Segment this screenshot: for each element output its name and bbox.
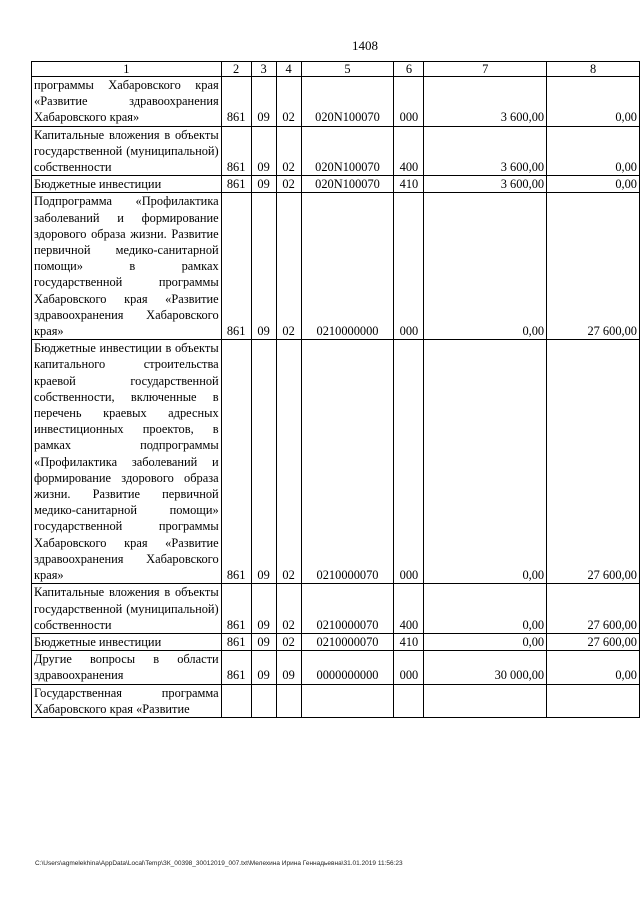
- cell-subsection: 02: [276, 340, 301, 584]
- cell-amount-7: 0,00: [424, 193, 547, 340]
- cell-subsection: 02: [276, 193, 301, 340]
- cell-ministry-code: 861: [221, 633, 251, 650]
- table-row: [32, 340, 640, 584]
- column-header: 8: [547, 62, 640, 77]
- cell-expense-type: 000: [394, 340, 424, 584]
- cell-expense-type: 000: [394, 651, 424, 684]
- row-name: Государственная программа Хабаровского края «Развитие: [32, 684, 222, 717]
- cell-section: [251, 684, 276, 717]
- cell-target-article: 0000000000: [301, 651, 394, 684]
- cell-amount-8: 0,00: [547, 651, 640, 684]
- cell-section: 09: [251, 584, 276, 634]
- row-name: Капитальные вложения в объекты государственной (муниципальной) собственности: [32, 126, 222, 176]
- cell-target-article: 020N100070: [301, 176, 394, 193]
- cell-subsection: 09: [276, 651, 301, 684]
- cell-subsection: 02: [276, 584, 301, 634]
- column-header: 1: [32, 62, 222, 77]
- table-row: [32, 77, 640, 127]
- cell-ministry-code: [221, 684, 251, 717]
- cell-target-article: 0210000070: [301, 340, 394, 584]
- cell-subsection: 02: [276, 77, 301, 127]
- column-header: 3: [251, 62, 276, 77]
- column-header: 6: [394, 62, 424, 77]
- column-header: 4: [276, 62, 301, 77]
- cell-expense-type: 400: [394, 126, 424, 176]
- cell-amount-8: [547, 684, 640, 717]
- table-row: [32, 633, 640, 650]
- cell-target-article: 0210000070: [301, 584, 394, 634]
- row-name: Другие вопросы в области здравоохранения: [32, 651, 222, 684]
- cell-target-article: 0210000070: [301, 633, 394, 650]
- cell-ministry-code: 861: [221, 340, 251, 584]
- cell-expense-type: [394, 684, 424, 717]
- file-path-footer: C:\Users\agmelekhina\AppData\Local\Temp\ЗК_00398_30012019_007.txt\Мелехина Ирина Геннадьевна\31.01.2019 11:56:23: [35, 860, 403, 867]
- table-row: [32, 126, 640, 176]
- row-name: Бюджетные инвестиции: [32, 633, 222, 650]
- cell-ministry-code: 861: [221, 651, 251, 684]
- cell-target-article: [301, 684, 394, 717]
- column-header: 5: [301, 62, 394, 77]
- table-row: [32, 193, 640, 340]
- cell-amount-7: 0,00: [424, 584, 547, 634]
- cell-expense-type: 410: [394, 176, 424, 193]
- cell-ministry-code: 861: [221, 77, 251, 127]
- cell-ministry-code: 861: [221, 584, 251, 634]
- budget-table: [31, 61, 640, 718]
- cell-section: 09: [251, 77, 276, 127]
- table-row: [32, 651, 640, 684]
- row-name: программы Хабаровского края «Развитие здравоохранения Хабаровского края»: [32, 77, 222, 127]
- cell-amount-8: 27 600,00: [547, 584, 640, 634]
- cell-subsection: 02: [276, 176, 301, 193]
- cell-amount-8: 0,00: [547, 176, 640, 193]
- table-header-row: [32, 62, 640, 77]
- cell-amount-7: 3 600,00: [424, 176, 547, 193]
- cell-subsection: 02: [276, 633, 301, 650]
- table-row: [32, 176, 640, 193]
- cell-amount-8: 27 600,00: [547, 633, 640, 650]
- cell-amount-7: 30 000,00: [424, 651, 547, 684]
- cell-section: 09: [251, 176, 276, 193]
- page-number: 1408: [352, 38, 378, 53]
- column-header: 2: [221, 62, 251, 77]
- cell-expense-type: 000: [394, 193, 424, 340]
- cell-ministry-code: 861: [221, 126, 251, 176]
- cell-amount-7: 3 600,00: [424, 77, 547, 127]
- cell-amount-7: 0,00: [424, 340, 547, 584]
- cell-amount-8: 0,00: [547, 77, 640, 127]
- row-name: Бюджетные инвестиции в объекты капитального строительства краевой государственной собственности, включенные в перечень краевых адресных инвестиционных проектов, в рамках подпрограммы «Профилактика заболеваний и формирование здорового образа жизни. Развитие первичной медико-санитарной помощи» государственной программы Хабаровского края «Развитие здравоохранения Хабаровского края»: [32, 340, 222, 584]
- cell-amount-8: 27 600,00: [547, 193, 640, 340]
- cell-target-article: 0210000000: [301, 193, 394, 340]
- cell-section: 09: [251, 193, 276, 340]
- cell-amount-8: 27 600,00: [547, 340, 640, 584]
- cell-amount-7: 3 600,00: [424, 126, 547, 176]
- row-name: Капитальные вложения в объекты государственной (муниципальной) собственности: [32, 584, 222, 634]
- cell-section: 09: [251, 651, 276, 684]
- cell-expense-type: 400: [394, 584, 424, 634]
- cell-section: 09: [251, 633, 276, 650]
- column-header: 7: [424, 62, 547, 77]
- table-row: [32, 584, 640, 634]
- cell-section: 09: [251, 126, 276, 176]
- cell-amount-7: [424, 684, 547, 717]
- cell-expense-type: 000: [394, 77, 424, 127]
- cell-amount-7: 0,00: [424, 633, 547, 650]
- cell-target-article: 020N100070: [301, 77, 394, 127]
- cell-section: 09: [251, 340, 276, 584]
- table-row: [32, 684, 640, 717]
- cell-subsection: 02: [276, 126, 301, 176]
- cell-target-article: 020N100070: [301, 126, 394, 176]
- cell-subsection: [276, 684, 301, 717]
- row-name: Подпрограмма «Профилактика заболеваний и формирование здорового образа жизни. Развитие первичной медико-санитарной помощи» в рамках государственной программы Хабаровского края «Развитие здравоохранения Хабаровского края»: [32, 193, 222, 340]
- cell-amount-8: 0,00: [547, 126, 640, 176]
- cell-ministry-code: 861: [221, 176, 251, 193]
- cell-expense-type: 410: [394, 633, 424, 650]
- row-name: Бюджетные инвестиции: [32, 176, 222, 193]
- cell-ministry-code: 861: [221, 193, 251, 340]
